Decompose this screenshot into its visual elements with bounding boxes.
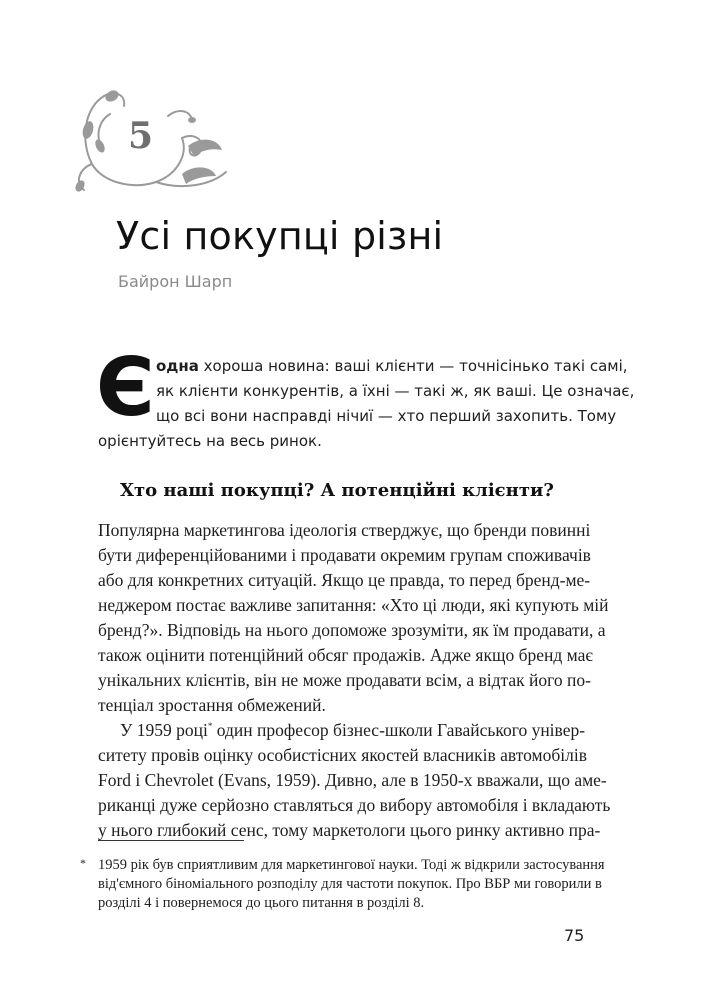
intro-line-text: хороша новина: ваші клієнти — точнісінько такі самі, bbox=[198, 357, 628, 375]
footnote-line: 1959 рік був сприятливим для маркетингової науки. Тоді ж відкрили застосування bbox=[98, 857, 605, 873]
body-line: або для конкретних ситуацій. Якщо це правда, то перед бренд-ме- bbox=[98, 570, 591, 590]
body-line: риканці дуже серйозно ставляться до вибору автомобіля і вкладають bbox=[98, 795, 611, 815]
footnote-line: розділі 4 і повернемося до цього питання в розділі 8. bbox=[98, 895, 425, 911]
body-text bbox=[98, 518, 610, 843]
body-line: у нього глибокий сенс, тому маркетологи цього ринку активно пра- bbox=[98, 820, 601, 840]
body-line: унікальних клієнтів, він не може продавати всім, а відтак його по- bbox=[98, 670, 591, 690]
chapter-number: 5 bbox=[128, 115, 154, 157]
body-line: також оцінити потенційний обсяг продажів. Адже якщо бренд має bbox=[98, 645, 593, 665]
intro-line: орієнтуйтесь на весь ринок. bbox=[98, 432, 322, 450]
body-line: неджером постає важливе запитання: «Хто ці люди, які купують мій bbox=[98, 595, 609, 615]
body-line: бути диференційованими і продавати окремим групам споживачів bbox=[98, 545, 591, 565]
body-line bbox=[98, 718, 610, 743]
chapter-author: Байрон Шарп bbox=[118, 272, 233, 291]
intro-line bbox=[156, 354, 628, 379]
footnote bbox=[76, 856, 612, 913]
intro-line: що всі вони насправді нічиї — хто перший захопить. Тому bbox=[156, 407, 617, 425]
intro-lead-word: одна bbox=[156, 357, 199, 375]
footnote-line: від'ємного біноміального розподілу для частоти покупок. Про ВБР ми говорили в bbox=[98, 876, 602, 892]
body-line: ситету провів оцінку особистісних якостей власників автомобілів bbox=[98, 745, 587, 765]
intro-line: як клієнти конкурентів, а їхні — такі ж, як ваші. Це означає, bbox=[156, 382, 635, 400]
footnote-reference[interactable]: * bbox=[207, 721, 213, 732]
body-line: бренд?». Відповідь на нього допоможе зрозуміти, як їм продавати, а bbox=[98, 620, 606, 640]
body-line: Популярна маркетингова ідеологія стверджує, що бренди повинні bbox=[98, 520, 591, 540]
drop-cap: Є bbox=[96, 341, 155, 434]
page-number: 75 bbox=[564, 926, 585, 945]
chapter-title: Усі покупці різні bbox=[116, 214, 444, 258]
intro-paragraph bbox=[98, 354, 635, 454]
footnote-marker: * bbox=[80, 856, 86, 870]
body-line-text: У 1959 році bbox=[120, 720, 208, 740]
body-line: тенціал зростання обмежений. bbox=[98, 695, 326, 715]
footnote-divider bbox=[98, 840, 244, 841]
section-heading: Хто наші покупці? А потенційні клієнти? bbox=[120, 480, 554, 501]
body-line: Ford і Chevrolet (Evans, 1959). Дивно, але в 1950-х вважали, що аме- bbox=[98, 770, 607, 790]
floral-ornament-icon bbox=[70, 86, 240, 206]
body-line-text: один професор бізнес-школи Гавайського універ- bbox=[212, 720, 586, 740]
